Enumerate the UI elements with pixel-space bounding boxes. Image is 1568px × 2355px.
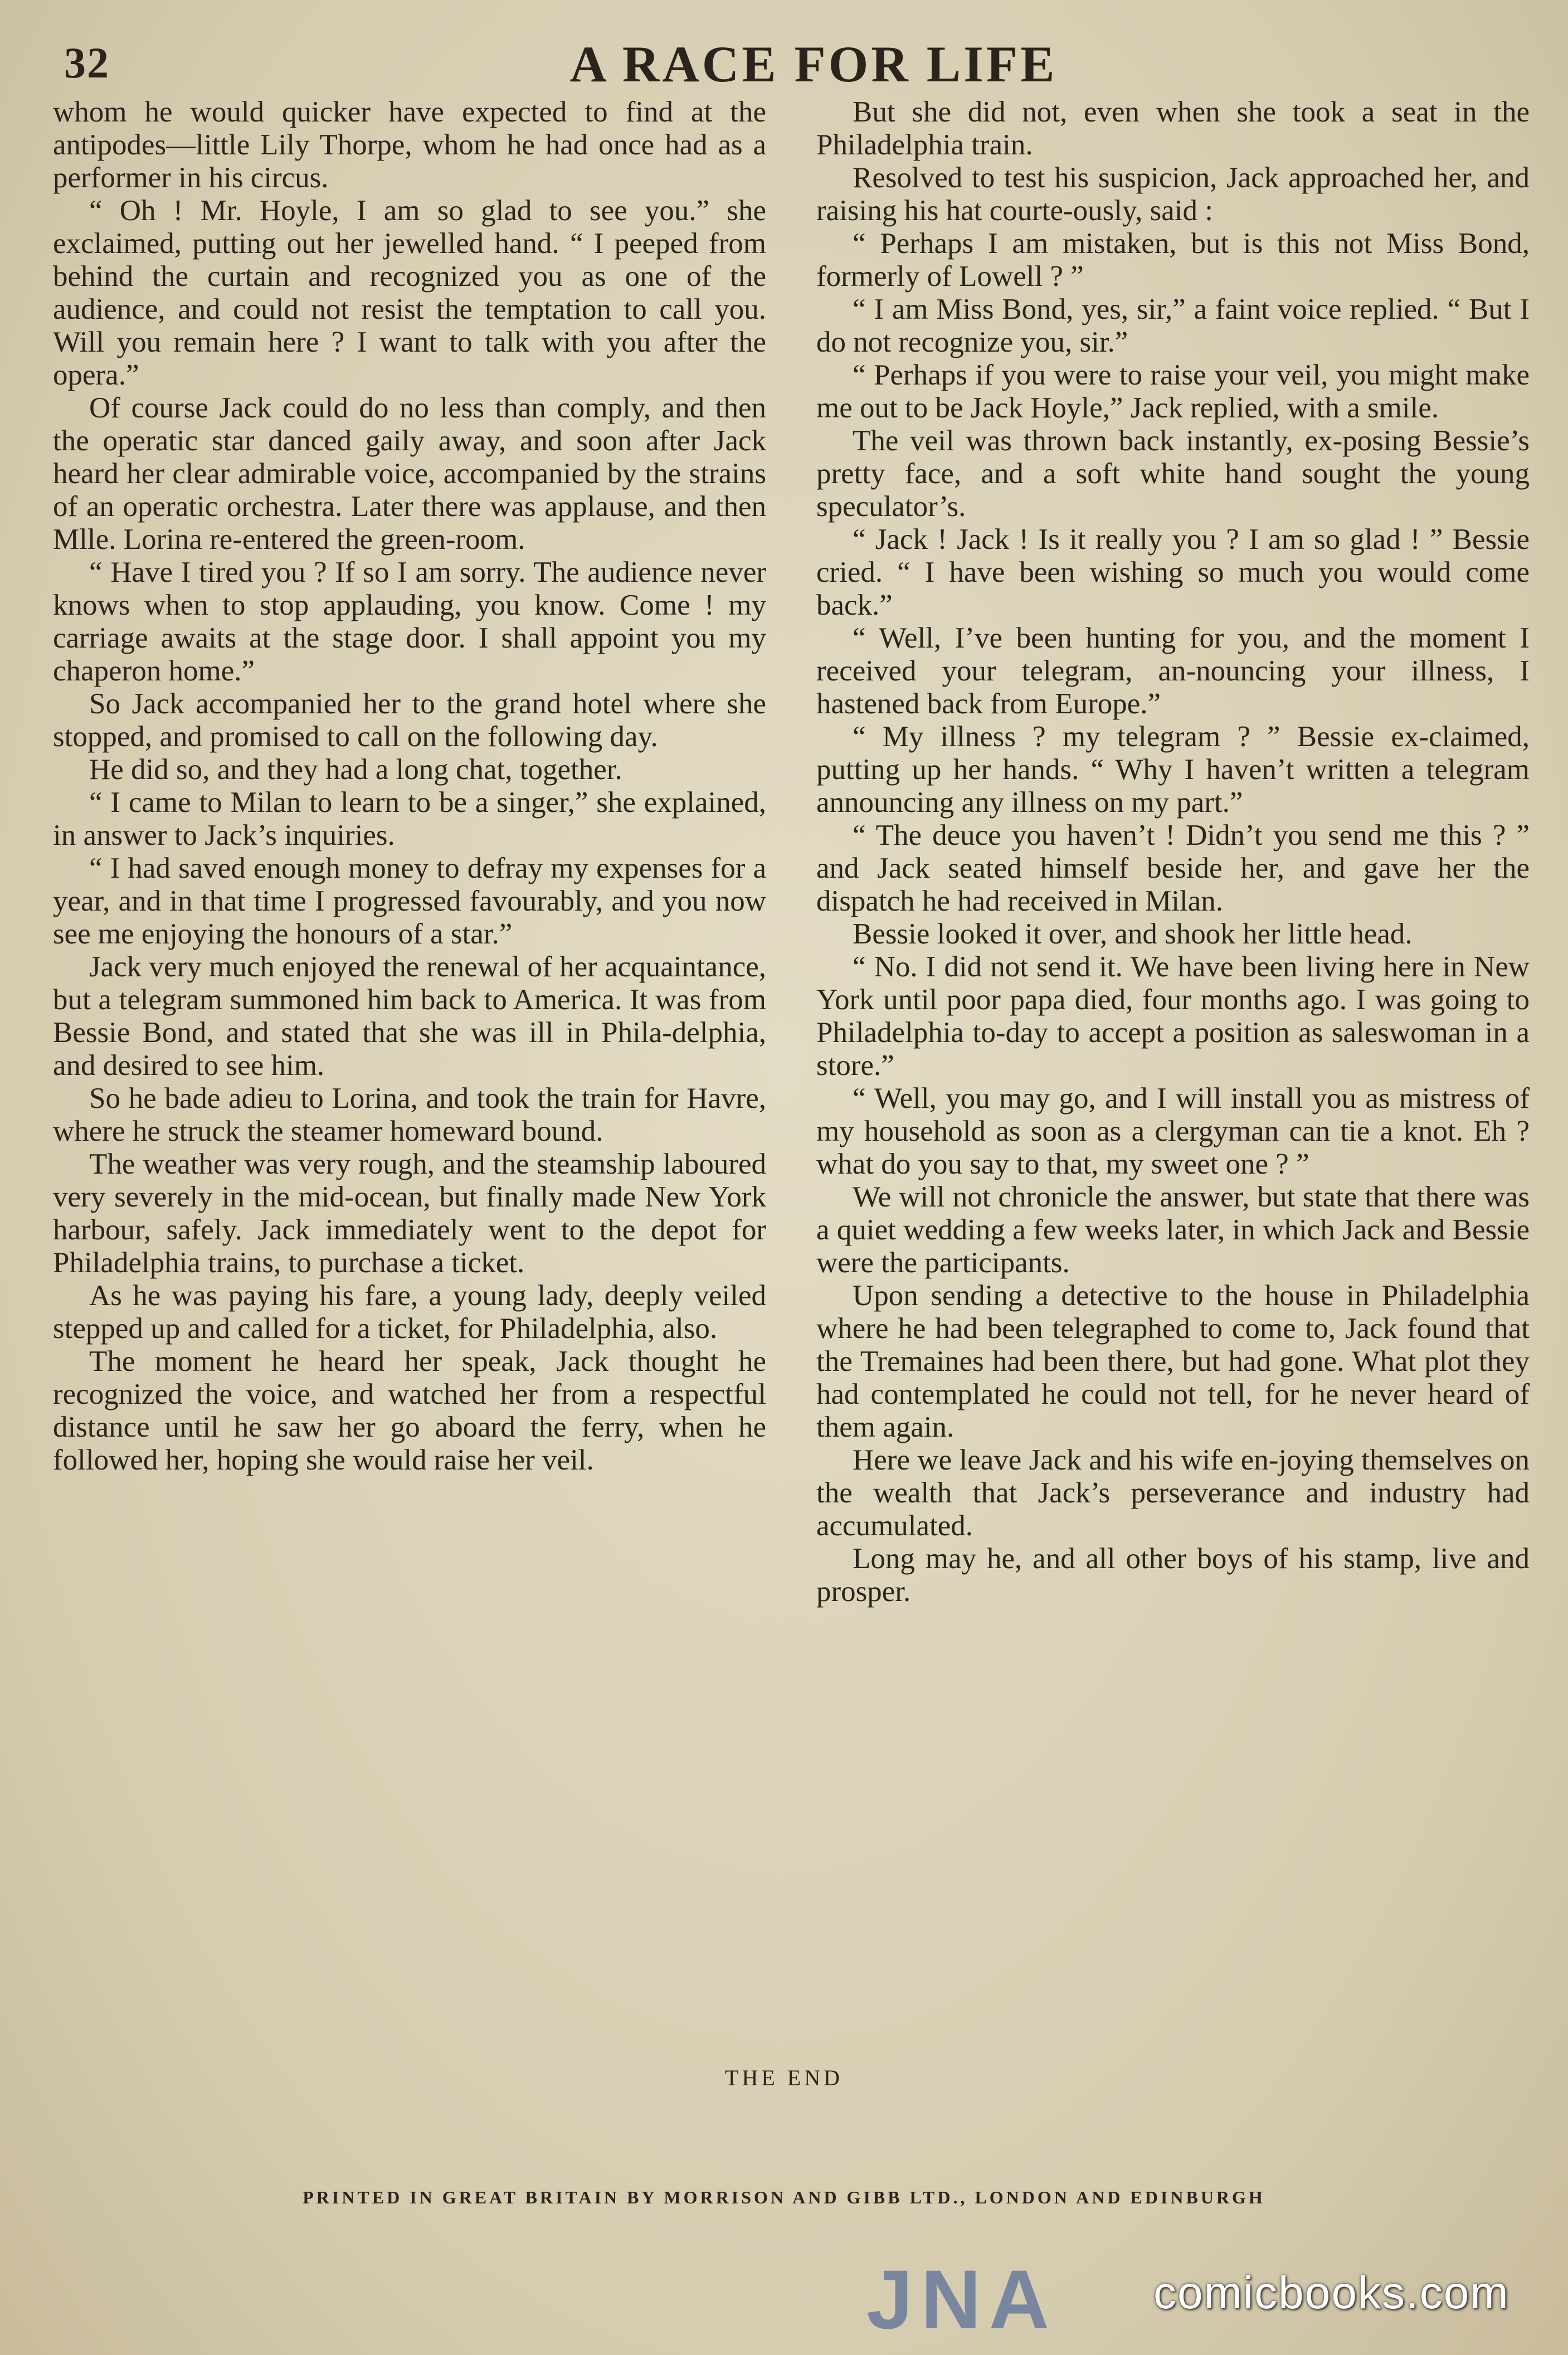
page-header xyxy=(0,22,1568,106)
left-column xyxy=(53,96,766,2030)
the-end-marker: THE END xyxy=(725,2065,843,2090)
paragraph: “ I am Miss Bond, yes, sir,” a faint voice replied. “ But I do not recognize you, sir.” xyxy=(816,293,1530,358)
paragraph: Resolved to test his suspicion, Jack approached her, and raising his hat courte-ously, said : xyxy=(816,162,1530,227)
paragraph: So Jack accompanied her to the grand hotel where she stopped, and promised to call on the following day. xyxy=(53,688,766,753)
paragraph: The moment he heard her speak, Jack thought he recognized the voice, and watched her from a respectful distance until he saw her go aboard the ferry, when he followed her, hoping she would raise her veil. xyxy=(53,1345,766,1476)
paragraph: “ Perhaps if you were to raise your veil, you might make me out to be Jack Hoyle,” Jack replied, with a smile. xyxy=(816,359,1530,424)
paragraph: “ Well, I’ve been hunting for you, and the moment I received your telegram, an-nouncing your illness, I hastened back from Europe.” xyxy=(816,622,1530,720)
paragraph: Bessie looked it over, and shook her little head. xyxy=(853,918,1413,950)
page-number: 32 xyxy=(64,38,110,87)
paragraph: “ The deuce you haven’t ! Didn’t you send me this ? ” and Jack seated himself beside her, and gave her the dispatch he had received in Milan. xyxy=(816,819,1530,917)
paragraph: Of course Jack could do no less than comply, and then the operatic star danced gaily away, and soon after Jack heard her clear admirable voice, accompanied by the strains of an operatic orchestra. Later there was applause, and then Mlle. Lorina re-entered the green-room. xyxy=(53,392,766,556)
paragraph: “ Perhaps I am mistaken, but is this not Miss Bond, formerly of Lowell ? ” xyxy=(816,227,1530,293)
paragraph: As he was paying his fare, a young lady, deeply veiled stepped up and called for a ticket, for Philadelphia, also. xyxy=(53,1279,766,1345)
paragraph: So he bade adieu to Lorina, and took the train for Havre, where he struck the steamer homeward bound. xyxy=(53,1082,766,1147)
site-watermark: comicbooks.com xyxy=(1153,2268,1509,2318)
paragraph: But she did not, even when she took a seat in the Philadelphia train. xyxy=(816,96,1530,161)
paragraph: “ Well, you may go, and I will install you as mistress of my household as soon as a clergyman can tie a knot. Eh ? what do you say to that, my sweet one ? ” xyxy=(816,1082,1530,1180)
paragraph: We will not chronicle the answer, but state that there was a quiet wedding a few weeks later, in which Jack and Bessie were the participants. xyxy=(816,1181,1530,1279)
paragraph: Upon sending a detective to the house in Philadelphia where he had been telegraphed to come to, Jack found that the Tremaines had been there, but had gone. What plot they had contemplated he could not tell, for he never heard of them again. xyxy=(816,1279,1530,1443)
paragraph: Here we leave Jack and his wife en-joying themselves on the wealth that Jack’s perseverance and industry had accumulated. xyxy=(816,1444,1530,1542)
paragraph: “ Have I tired you ? If so I am sorry. The audience never knows when to stop applauding, you know. Come ! my carriage awaits at the stage door. I shall appoint you my chaperon home.” xyxy=(53,556,766,687)
paragraph: The veil was thrown back instantly, ex-posing Bessie’s pretty face, and a soft white hand sought the young speculator’s. xyxy=(816,425,1530,523)
paragraph: Long may he, and all other boys of his stamp, live and prosper. xyxy=(816,1543,1530,1608)
paragraph: “ I had saved enough money to defray my expenses for a year, and in that time I progressed favourably, and you now see me enjoying the honours of a star.” xyxy=(53,852,766,950)
right-column xyxy=(816,96,1530,2030)
running-title: A RACE FOR LIFE xyxy=(569,36,1058,93)
paragraph: Jack very much enjoyed the renewal of her acquaintance, but a telegram summoned him back to America. It was from Bessie Bond, and stated that she was ill in Phila-delphia, and desired to see him. xyxy=(53,951,766,1082)
paragraph: whom he would quicker have expected to find at the antipodes—little Lily Thorpe, whom he had once had as a performer in his circus. xyxy=(53,96,766,194)
paragraph: He did so, and they had a long chat, together. xyxy=(89,753,622,786)
paragraph: “ Jack ! Jack ! Is it really you ? I am so glad ! ” Bessie cried. “ I have been wishing so much you would come back.” xyxy=(816,523,1530,621)
paragraph: “ My illness ? my telegram ? ” Bessie ex-claimed, putting up her hands. “ Why I haven’t written a telegram announcing any illness on my part.” xyxy=(816,721,1530,819)
ink-stamp: JNA xyxy=(866,2252,1058,2346)
printer-imprint: PRINTED IN GREAT BRITAIN BY MORRISON AND GIBB LTD., LONDON AND EDINBURGH xyxy=(303,2187,1265,2207)
paragraph: “ No. I did not send it. We have been living here in New York until poor papa died, four months ago. I was going to Philadelphia to-day to accept a position as saleswoman in a store.” xyxy=(816,951,1530,1082)
paragraph: “ I came to Milan to learn to be a singer,” she explained, in answer to Jack’s inquiries. xyxy=(53,786,766,852)
text-columns xyxy=(53,96,1530,2030)
paragraph: The weather was very rough, and the steamship laboured very severely in the mid-ocean, but finally made New York harbour, safely. Jack immediately went to the depot for Philadelphia trains, to purchase a ticket. xyxy=(53,1148,766,1279)
paragraph: “ Oh ! Mr. Hoyle, I am so glad to see you.” she exclaimed, putting out her jewelled hand. “ I peeped from behind the curtain and recognized you as one of the audience, and could not resist the temptation to call you. Will you remain here ? I want to talk with you after the opera.” xyxy=(53,194,766,391)
